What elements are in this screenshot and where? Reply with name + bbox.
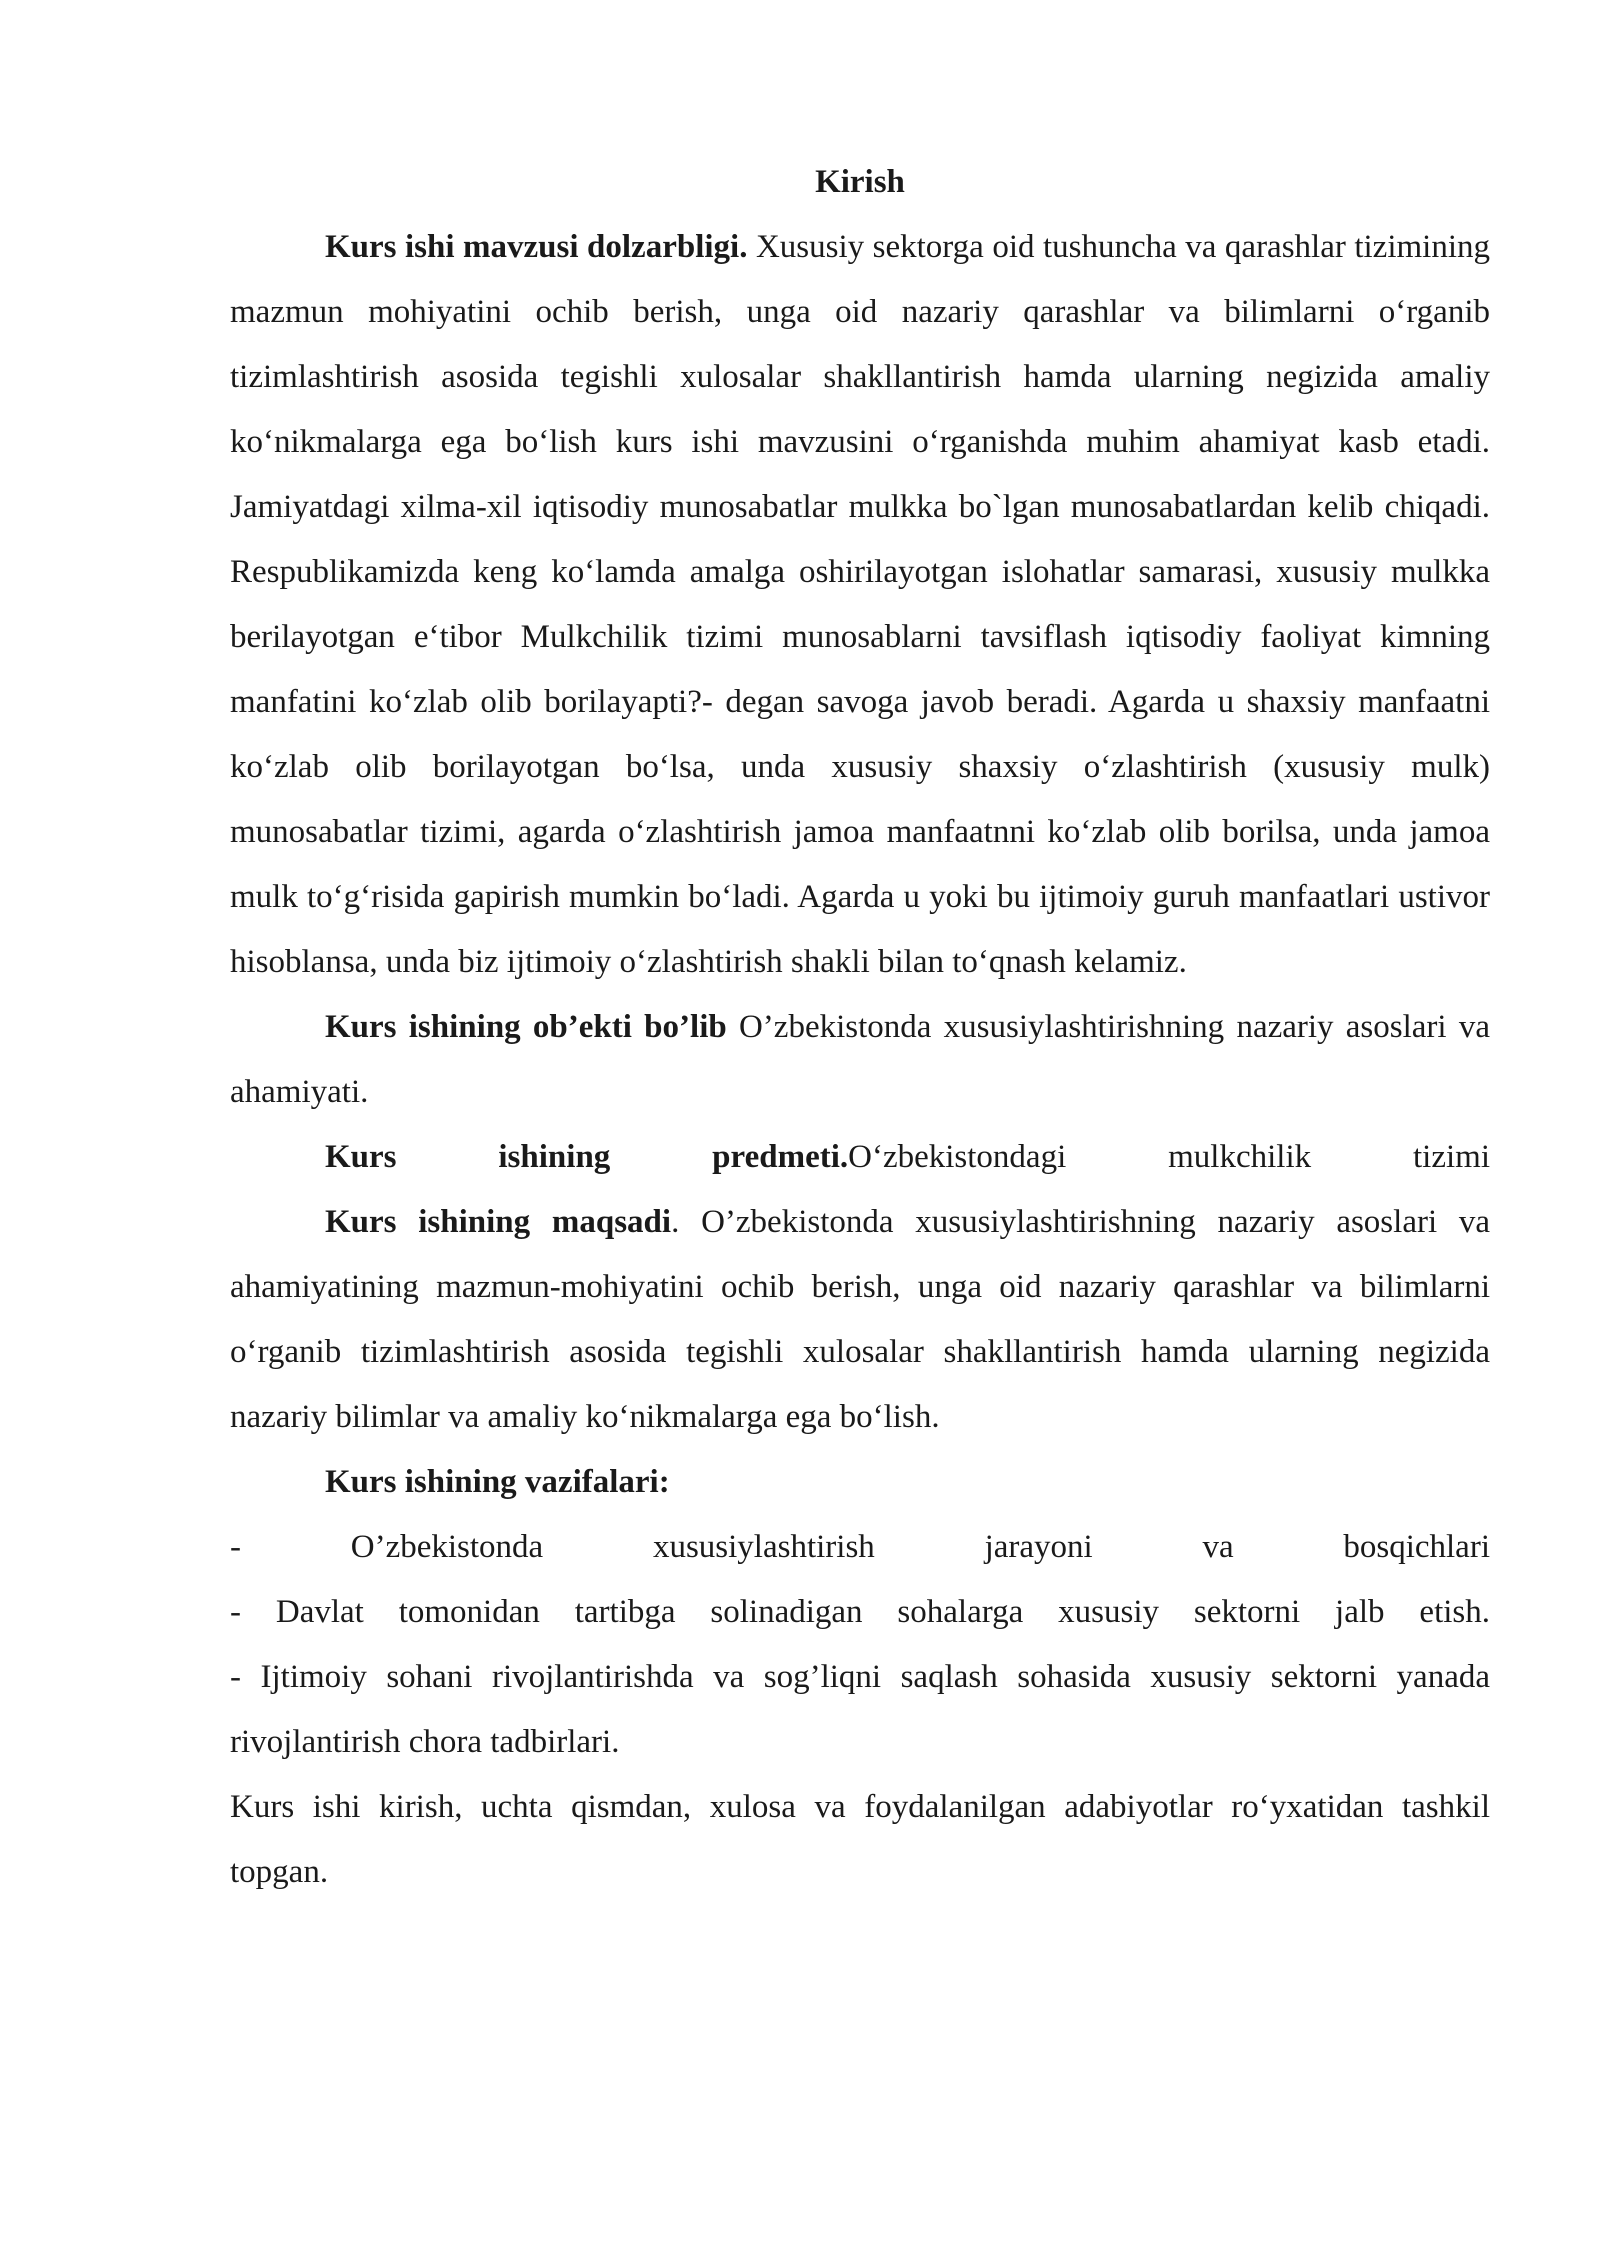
task-item-1: - O’zbekistonda xususiylashtirish jarayoni va bosqichlari xyxy=(230,1529,1490,1565)
task-item-3: - Ijtimoiy sohani rivojlantirishda va sog’liqni saqlash sohasida xususiy sektorni yanada rivojlantirish chora tadbirlari. xyxy=(230,1659,1490,1760)
paragraph-lead: Kurs ishining predmeti. xyxy=(325,1139,849,1175)
paragraph-goal xyxy=(230,1190,1490,1450)
paragraph-text: Xususiy sektorga oid tushuncha va qarashlar tizimining mazmun mohiyatini ochib berish, unga oid nazariy qarashlar va bilimlarni o‘rganib tizimlashtirish asosida tegishli xulosalar shakllantirish hamda ularning negizida amaliy ko‘nikmalarga ega bo‘lish kurs ishi mavzusini o‘rganishda muhim ahamiyat kasb etadi. Jamiyatdagi xilma-xil iqtisodiy munosabatlar mulkka bo`lgan munosabatlardan kelib chiqadi. Respublikamizda keng ko‘lamda amalga oshirilayotgan islohatlar samarasi, xususiy mulkka berilayotgan e‘tibor Mulkchilik tizimi munosablarni tavsiflash iqtisodiy faoliyat kimning manfatini ko‘zlab olib borilayapti?- degan savoga javob beradi. Agarda u shaxsiy manfaatni ko‘zlab olib borilayotgan bo‘lsa, unda xususiy shaxsiy o‘zlashtirish (xususiy mulk) munosabatlar tizimi, agarda o‘zlashtirish jamoa manfaatnni ko‘zlab olib borilsa, unda jamoa mulk to‘g‘risida gapirish mumkin bo‘ladi. Agarda u yoki bu ijtimoiy guruh manfaatlari ustivor hisoblansa, unda biz ijtimoiy o‘zlashtirish shakli bilan to‘qnash kelamiz. xyxy=(230,229,1490,980)
paragraph-lead: Kurs ishining vazifalari: xyxy=(325,1464,670,1500)
page-title: Kirish xyxy=(815,164,905,200)
paragraph-lead: Kurs ishi mavzusi dolzarbligi. xyxy=(325,229,748,265)
paragraph-text: . O’zbekistonda xususiylashtirishning nazariy asoslari va ahamiyatining mazmun-mohiyatini ochib berish, unga oid nazariy qarashlar va bilimlarni o‘rganib tizimlashtirish asosida tegishli xulosalar shakllantirish hamda ularning negizida nazariy bilimlar va amaliy ko‘nikmalarga ega bo‘lish. xyxy=(230,1204,1491,1435)
paragraph-structure: Kurs ishi kirish, uchta qismdan, xulosa va foydalanilgan adabiyotlar ro‘yxatidan tashkil topgan. xyxy=(230,1789,1490,1890)
paragraph-object xyxy=(230,995,1490,1125)
paragraph-tasks-heading xyxy=(230,1450,1490,1515)
paragraph-subject xyxy=(230,1125,1490,1190)
task-item-2: - Davlat tomonidan tartibga solinadigan sohalarga xususiy sektorni jalb etish. xyxy=(230,1594,1490,1630)
paragraph-lead: Kurs ishining maqsadi xyxy=(325,1204,672,1240)
paragraph-relevance xyxy=(230,215,1490,995)
document-page xyxy=(230,150,1490,1905)
paragraph-text: O‘zbekistondagi mulkchilik tizimi xyxy=(848,1139,1490,1175)
paragraph-text: O’zbekistonda xususiylashtirishning nazariy asoslari va ahamiyati. xyxy=(230,1009,1490,1110)
paragraph-lead: Kurs ishining ob’ekti bo’lib xyxy=(325,1009,727,1045)
